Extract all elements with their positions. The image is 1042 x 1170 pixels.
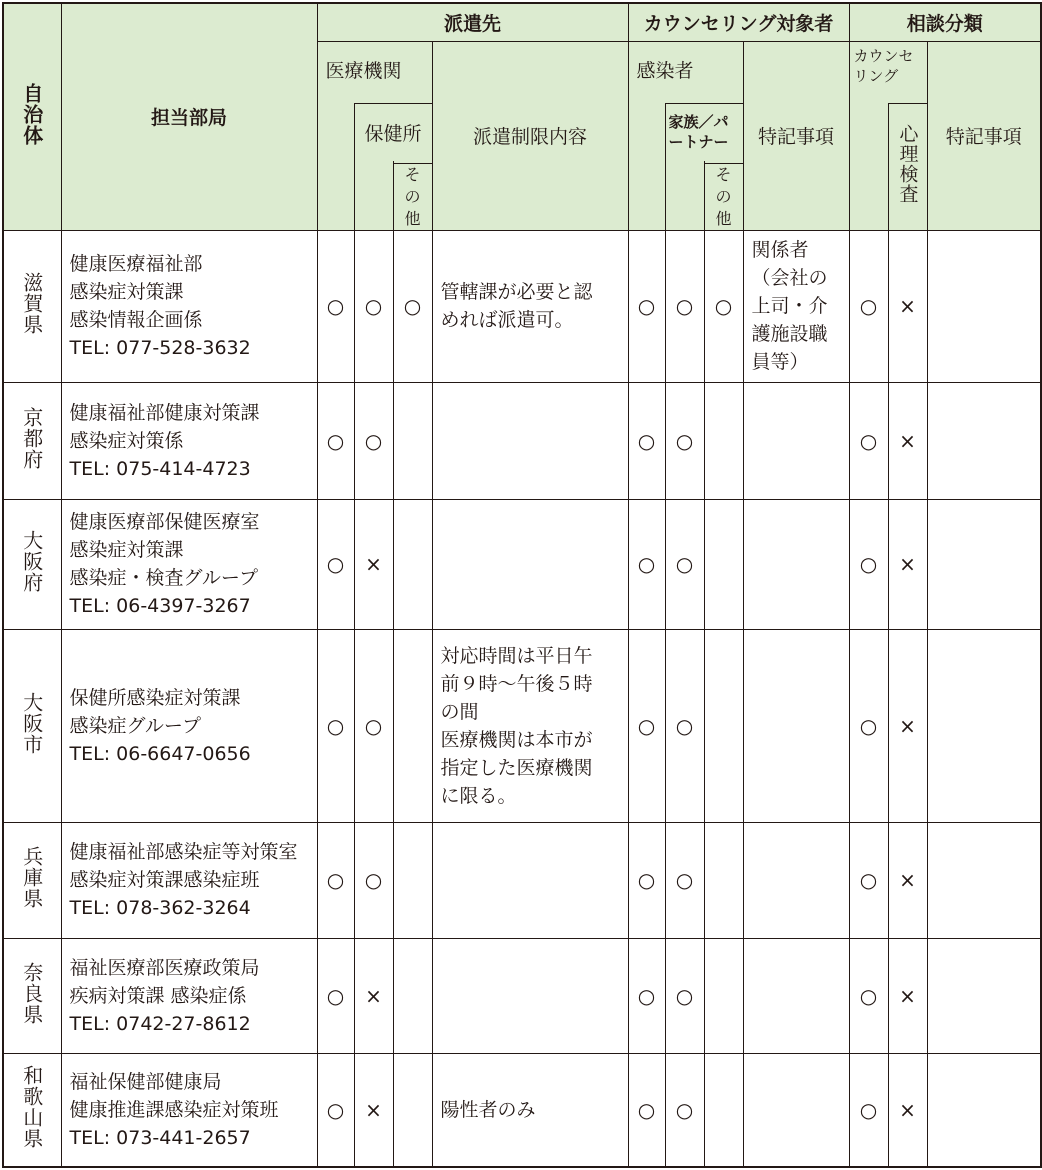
medical-mark: ○: [317, 938, 354, 1053]
counseling-mark: ○: [849, 822, 888, 938]
family-mark: ○: [665, 1053, 704, 1167]
infected-mark: ○: [628, 938, 665, 1053]
dept-line: TEL: 078-362-3264: [69, 897, 251, 919]
municipality-name: 滋賀県: [19, 272, 44, 335]
header-counseling: カウンセリング: [849, 41, 927, 103]
remarks-cell: [743, 499, 849, 629]
other-mark: [393, 822, 432, 938]
limit-line: に限る。: [440, 784, 517, 807]
department-cell: [61, 938, 317, 1053]
psych-test-mark: ×: [888, 1053, 927, 1167]
family-mark: ○: [665, 822, 704, 938]
dispatch-limit-cell: [432, 1053, 628, 1167]
municipality-cell: [3, 230, 61, 382]
municipality-cell: [3, 822, 61, 938]
dept-line: 健康医療部保健医療室: [69, 511, 260, 533]
other-mark: [393, 629, 432, 822]
consultation-table: [2, 2, 1042, 1168]
limit-line: 医療機関は本市が: [440, 728, 593, 751]
remarks-cell: [743, 938, 849, 1053]
other2-mark: [704, 629, 743, 822]
limit-line: 前９時～午後５時: [440, 672, 593, 695]
table-body: [3, 230, 1041, 1167]
dept-line: 健康医療福祉部: [69, 253, 203, 275]
limit-line: 陽性者のみ: [440, 1098, 536, 1121]
table-row: [3, 822, 1041, 938]
dept-line: 健康福祉部健康対策課: [69, 401, 260, 424]
remarks2-cell: [927, 499, 1041, 629]
department-cell: [61, 1053, 317, 1167]
dept-line: TEL: 06-6647-0656: [69, 742, 251, 765]
table-row: [3, 1053, 1041, 1167]
other2-mark: [704, 1053, 743, 1167]
table-wrapper: [2, 2, 1040, 1168]
dispatch-limit-cell: [432, 822, 628, 938]
municipality-cell: [3, 382, 61, 499]
infected-mark: ○: [628, 382, 665, 499]
health-center-mark: ×: [354, 1053, 393, 1167]
remarks-cell: [743, 230, 849, 382]
remarks-cell: [743, 382, 849, 499]
counseling-mark: ○: [849, 230, 888, 382]
header-medical-spacer: [317, 103, 354, 230]
remarks2-cell: [927, 1053, 1041, 1167]
health-center-mark: ×: [354, 938, 393, 1053]
municipality-cell: [3, 629, 61, 822]
dept-line: 感染症対策課: [69, 539, 184, 561]
psych-test-mark: ×: [888, 822, 927, 938]
header-dispatch-limit: 派遣制限内容: [432, 41, 628, 230]
remarks-cell: [743, 629, 849, 822]
dispatch-limit-cell: [432, 499, 628, 629]
header-counseling-spacer: [849, 103, 888, 230]
municipality-cell: [3, 499, 61, 629]
remarks-line: （会社の: [751, 267, 828, 289]
header-infected: 感染者: [628, 41, 743, 103]
department-cell: [61, 499, 317, 629]
dept-line: 感染症対策課: [69, 281, 184, 303]
family-mark: ○: [665, 938, 704, 1053]
limit-line: 指定した医療機関: [440, 756, 593, 779]
dispatch-limit-cell: [432, 938, 628, 1053]
infected-mark: ○: [628, 230, 665, 382]
other-mark: [393, 382, 432, 499]
dept-line: 保健所感染症対策課: [69, 686, 241, 709]
infected-mark: ○: [628, 1053, 665, 1167]
dept-line: TEL: 077-528-3632: [69, 337, 251, 359]
limit-line: めれば派遣可。: [440, 309, 574, 331]
medical-mark: ○: [317, 1053, 354, 1167]
table-row: [3, 382, 1041, 499]
remarks-line: 員等）: [751, 351, 809, 373]
header-health-center: 保健所: [354, 103, 432, 161]
remarks-line: 護施設職: [751, 323, 828, 345]
counseling-mark: ○: [849, 629, 888, 822]
medical-mark: ○: [317, 499, 354, 629]
remarks2-cell: [927, 822, 1041, 938]
header-health-center-spacer: [354, 161, 393, 230]
header-medical: 医療機関: [317, 41, 432, 103]
municipality-name: 大阪市: [19, 691, 44, 755]
dept-line: 疾病対策課 感染症係: [69, 984, 247, 1007]
table-row: [3, 230, 1041, 382]
psych-test-mark: ×: [888, 629, 927, 822]
remarks2-cell: [927, 230, 1041, 382]
infected-mark: ○: [628, 629, 665, 822]
family-mark: ○: [665, 230, 704, 382]
other-mark: [393, 499, 432, 629]
municipality-cell: [3, 1053, 61, 1167]
infected-mark: ○: [628, 822, 665, 938]
remarks2-cell: [927, 938, 1041, 1053]
health-center-mark: ○: [354, 230, 393, 382]
remarks2-cell: [927, 382, 1041, 499]
dispatch-limit-cell: [432, 382, 628, 499]
other-mark: ○: [393, 230, 432, 382]
remarks-cell: [743, 822, 849, 938]
department-cell: [61, 822, 317, 938]
remarks2-cell: [927, 629, 1041, 822]
municipality-name: 和歌山県: [19, 1065, 44, 1150]
municipality-cell: [3, 938, 61, 1053]
dept-line: TEL: 075-414-4723: [69, 457, 251, 480]
header-other2: その他: [704, 163, 743, 230]
dept-line: 福祉医療部医療政策局: [69, 956, 260, 979]
dept-line: TEL: 06-4397-3267: [69, 595, 251, 617]
dept-line: TEL: 073-441-2657: [69, 1126, 251, 1149]
header-municipality: 自治体: [3, 3, 61, 230]
medical-mark: ○: [317, 629, 354, 822]
dept-line: 感染情報企画係: [69, 309, 203, 331]
dispatch-limit-cell: [432, 629, 628, 822]
dept-line: TEL: 0742-27-8612: [69, 1012, 251, 1035]
limit-line: 対応時間は平日午: [440, 644, 593, 667]
psych-test-mark: ×: [888, 230, 927, 382]
header-department: 担当部局: [61, 3, 317, 230]
dept-line: 健康推進課感染症対策班: [69, 1098, 279, 1121]
health-center-mark: ○: [354, 382, 393, 499]
header-psych-test: 心理検査: [888, 103, 927, 230]
health-center-mark: ○: [354, 822, 393, 938]
other2-mark: ○: [704, 230, 743, 382]
department-cell: [61, 382, 317, 499]
family-mark: ○: [665, 629, 704, 822]
limit-line: 管轄課が必要と認: [440, 281, 593, 303]
psych-test-mark: ×: [888, 382, 927, 499]
other2-mark: [704, 499, 743, 629]
table-row: [3, 629, 1041, 822]
table-row: [3, 938, 1041, 1053]
counseling-mark: ○: [849, 382, 888, 499]
municipality-name: 大阪府: [19, 530, 44, 593]
health-center-mark: ×: [354, 499, 393, 629]
other2-mark: [704, 822, 743, 938]
dept-line: 健康福祉部感染症等対策室: [69, 841, 298, 863]
remarks-cell: [743, 1053, 849, 1167]
limit-line: の間: [440, 700, 479, 723]
department-cell: [61, 230, 317, 382]
other-mark: [393, 1053, 432, 1167]
header-counseling-target: カウンセリング対象者: [628, 3, 849, 41]
other2-mark: [704, 382, 743, 499]
department-cell: [61, 629, 317, 822]
dept-line: 福祉保健部健康局: [69, 1070, 222, 1093]
family-mark: ○: [665, 382, 704, 499]
table-header: [3, 3, 1041, 230]
family-mark: ○: [665, 499, 704, 629]
header-infected-spacer: [628, 103, 665, 230]
other2-mark: [704, 938, 743, 1053]
header-other: その他: [393, 163, 432, 230]
dept-line: 感染症グループ: [69, 714, 201, 737]
remarks-line: 関係者: [751, 239, 809, 261]
header-dispatch: 派遣先: [317, 3, 628, 41]
psych-test-mark: ×: [888, 938, 927, 1053]
header-family-partner: 家族／パートナー: [665, 103, 743, 161]
medical-mark: ○: [317, 822, 354, 938]
municipality-name: 奈良県: [19, 961, 44, 1025]
header-family-spacer: [665, 161, 704, 230]
remarks-line: 上司・介: [751, 295, 828, 317]
header-remarks2: 特記事項: [927, 41, 1041, 230]
health-center-mark: ○: [354, 629, 393, 822]
counseling-mark: ○: [849, 499, 888, 629]
dispatch-limit-cell: [432, 230, 628, 382]
medical-mark: ○: [317, 382, 354, 499]
dept-line: 感染症対策課感染症班: [69, 869, 260, 891]
infected-mark: ○: [628, 499, 665, 629]
counseling-mark: ○: [849, 938, 888, 1053]
municipality-name: 兵庫県: [19, 846, 44, 909]
table-row: [3, 499, 1041, 629]
dept-line: 感染症対策係: [69, 429, 184, 452]
other-mark: [393, 938, 432, 1053]
medical-mark: ○: [317, 230, 354, 382]
dept-line: 感染症・検査グループ: [69, 567, 258, 589]
header-consult-type: 相談分類: [849, 3, 1041, 41]
header-remarks: 特記事項: [743, 41, 849, 230]
counseling-mark: ○: [849, 1053, 888, 1167]
municipality-name: 京都府: [19, 406, 44, 470]
psych-test-mark: ×: [888, 499, 927, 629]
